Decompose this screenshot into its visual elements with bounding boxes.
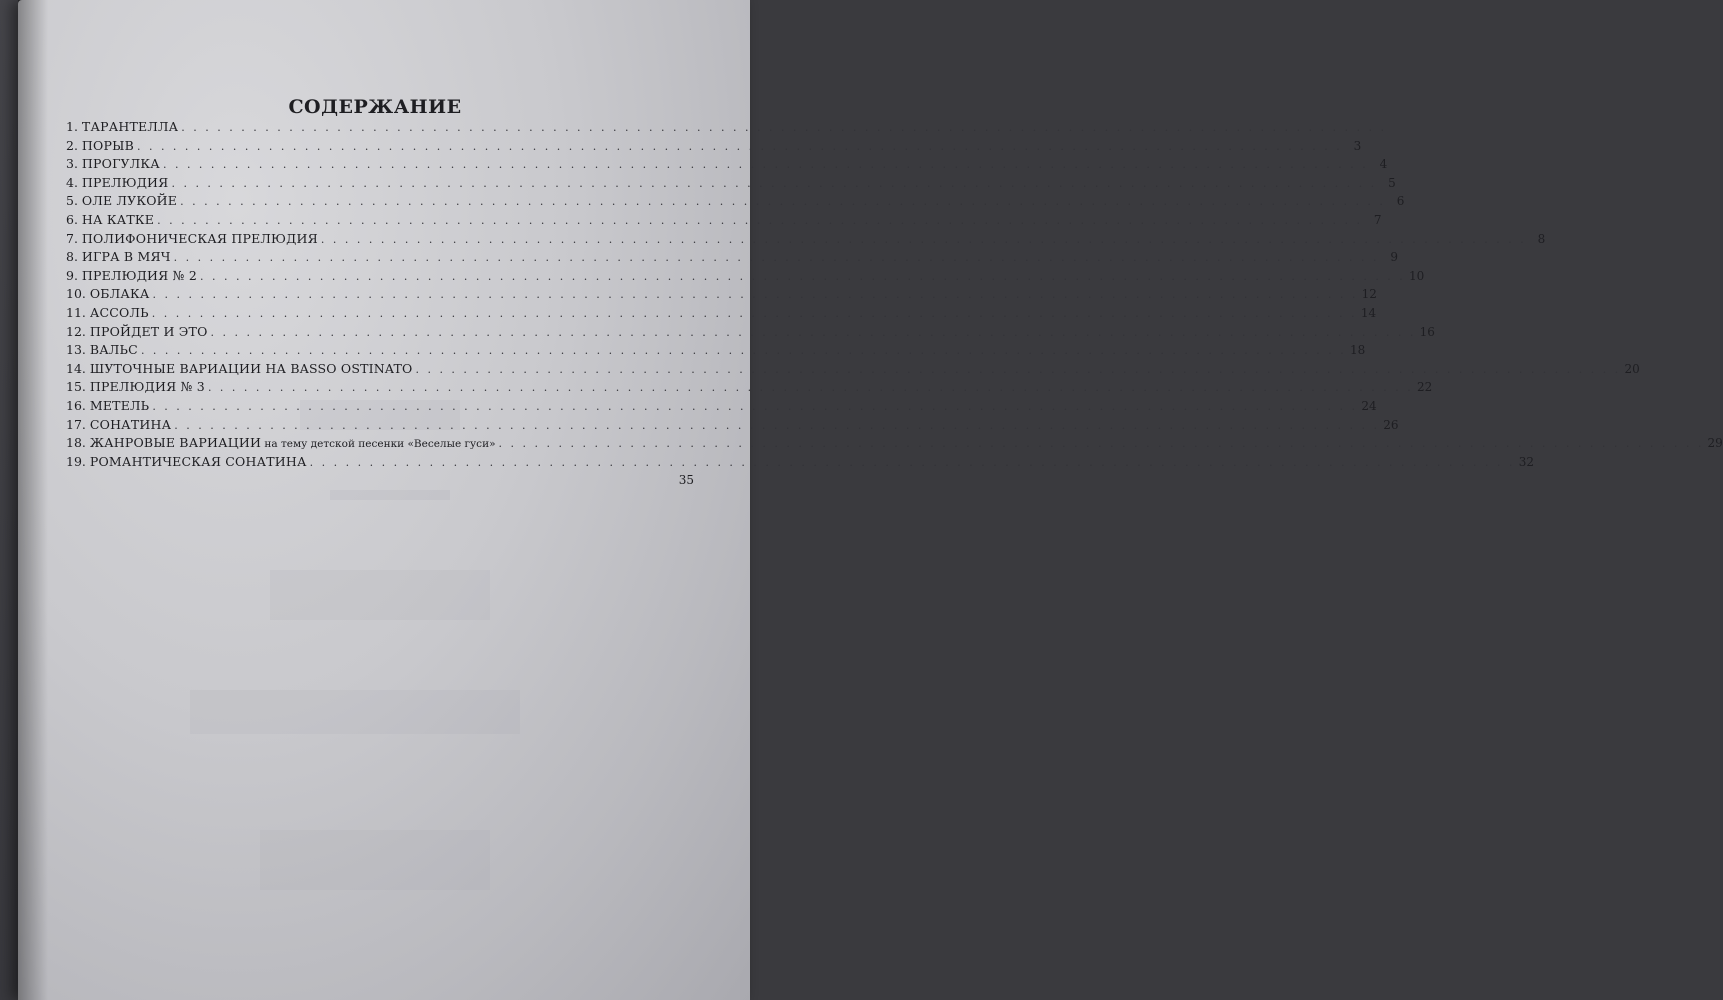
toc-entry-number: 18.: [66, 435, 90, 451]
toc-entry-title: [66, 323, 208, 342]
toc-entry-number: 13.: [66, 342, 90, 358]
toc-page-number: 35: [678, 473, 694, 488]
toc-entry-number: 10.: [66, 286, 90, 302]
toc-entry-number: 16.: [66, 397, 90, 413]
toc-entry: [66, 416, 1399, 435]
toc-entry-name: НА КАТКЕ: [81, 211, 155, 227]
toc-page-number: 20: [1624, 361, 1640, 376]
toc-entry: [66, 174, 1396, 193]
toc-entry-number: 4.: [66, 174, 82, 190]
toc-entry-number: 15.: [66, 379, 90, 395]
toc-entry: [66, 267, 1425, 286]
toc-leader-dots: . . . . . . . . . . . . . . . . . . . . . . . . . . . . . . . . . . . . . . . . . . . . . . . . . . . . . . . . . . . . . . . . . . . . . . . . . . . . . . . . . . . . . . . . . . . . . . . . . . . . .: [415, 362, 1621, 376]
toc-entry-title: [66, 248, 171, 267]
toc-entry-name: ВАЛЬС: [89, 342, 138, 358]
toc-entry-number: 6.: [66, 211, 82, 227]
toc-entry-name: РОМАНТИЧЕСКАЯ СОНАТИНА: [89, 453, 307, 469]
toc-entry-subtitle: на тему детской песенки «Веселые гуси»: [261, 438, 496, 451]
toc-entry: [66, 453, 1534, 472]
toc-page-number: 14: [1360, 305, 1377, 320]
toc-entry-number: 3.: [66, 156, 82, 172]
toc-page-number: 4: [1379, 157, 1388, 172]
toc-entry-name: ПРОГУЛКА: [81, 156, 160, 172]
table-of-contents: [66, 118, 1723, 490]
toc-entry-name: ОБЛАКА: [89, 286, 150, 302]
toc-entry: [66, 285, 1377, 304]
toc-leader-dots: . . . . . . . . . . . . . . . . . . . . . . . . . . . . . . . . . . . . . . . . . . . . . . . . . . . . . . . . . . . . . . . . . . . . . . . . . . . . . . . . . . . . . . . . . . . . . . . . . . . . .: [171, 176, 1377, 190]
toc-leader-dots: . . . . . . . . . . . . . . . . . . . . . . . . . . . . . . . . . . . . . . . . . . . . . . . . . . . . . . . . . . . . . . . . . . . . . . . . . . . . . . . . . . . . . . . . . . . . . . . . . . . . .: [152, 399, 1358, 413]
toc-entry-number: 17.: [66, 416, 90, 432]
toc-page-number: 8: [1537, 231, 1546, 246]
toc-entry-title: [66, 211, 154, 230]
toc-leader-dots: . . . . . . . . . . . . . . . . . . . . . . . . . . . . . . . . . . . . . . . . . . . . . . . . . . . . . . . . . . . . . . . . . . . . . . . . . . . . . . . . . . . . . . . . . . . . . . . . . . . . .: [498, 437, 1704, 451]
toc-entry: [66, 118, 1387, 137]
toc-entry-title: [66, 230, 318, 249]
toc-leader-dots: . . . . . . . . . . . . . . . . . . . . . . . . . . . . . . . . . . . . . . . . . . . . . . . . . . . . . . . . . . . . . . . . . . . . . . . . . . . . . . . . . . . . . . . . . . . . . . . . . . . . .: [162, 158, 1369, 172]
toc-entry-title: [66, 360, 412, 379]
toc-entry-title: [66, 416, 171, 435]
toc-page-number: 32: [1518, 454, 1534, 469]
toc-page-number: 6: [1396, 194, 1405, 209]
toc-page-number: 24: [1361, 398, 1377, 413]
toc-entry-title: [66, 304, 149, 323]
toc-entry-name: ШУТОЧНЫЕ ВАРИАЦИИ НА BASSO OSTINATO: [89, 360, 413, 376]
toc-entry-title: [66, 137, 134, 156]
toc-page-number: 18: [1349, 343, 1366, 358]
toc-page-number: 16: [1419, 324, 1435, 339]
toc-entry-title: [66, 434, 496, 454]
toc-entry-title: [66, 453, 307, 472]
toc-entry-name: ОЛЕ ЛУКОЙЕ: [81, 193, 178, 209]
toc-entry-title: [66, 192, 177, 211]
toc-leader-dots: . . . . . . . . . . . . . . . . . . . . . . . . . . . . . . . . . . . . . . . . . . . . . . . . . . . . . . . . . . . . . . . . . . . . . . . . . . . . . . . . . . . . . . . . . . . . . . . . . . . . .: [157, 213, 1363, 227]
toc-entry-name: ПРЕЛЮДИЯ: [81, 174, 169, 190]
toc-leader-dots: . . . . . . . . . . . . . . . . . . . . . . . . . . . . . . . . . . . . . . . . . . . . . . . . . . . . . . . . . . . . . . . . . . . . . . . . . . . . . . . . . . . . . . . . . . . . . . . . . . . . .: [199, 269, 1406, 283]
toc-entry: [66, 341, 1366, 360]
toc-leader-dots: . . . . . . . . . . . . . . . . . . . . . . . . . . . . . . . . . . . . . . . . . . . . . . . . . . . . . . . . . . . . . . . . . . . . . . . . . . . . . . . . . . . . . . . . . . . . . . . . . . . . .: [210, 325, 1416, 339]
toc-entry-title: [66, 285, 150, 304]
toc-entry-title: [66, 118, 178, 137]
bleed-through-block: [330, 490, 450, 500]
toc-entry-name: ПРЕЛЮДИЯ № 3: [89, 379, 205, 395]
toc-entry: [66, 155, 1388, 174]
toc-entry: [66, 397, 1377, 416]
toc-entry-name: АССОЛЬ: [89, 304, 149, 320]
toc-entry-number: 7.: [66, 230, 82, 246]
toc-leader-dots: . . . . . . . . . . . . . . . . . . . . . . . . . . . . . . . . . . . . . . . . . . . . . . . . . . . . . . . . . . . . . . . . . . . . . . . . . . . . . . . . . . . . . . . . . . . . . . . . . . . . .: [180, 195, 1386, 209]
toc-entry-name: ПОРЫВ: [81, 137, 134, 153]
toc-page-number: 5: [1388, 175, 1396, 190]
toc-leader-dots: . . . . . . . . . . . . . . . . . . . . . . . . . . . . . . . . . . . . . . . . . . . . . . . . . . . . . . . . . . . . . . . . . . . . . . . . . . . . . . . . . . . . . . . . . . . . . . . . . . . . .: [152, 288, 1358, 302]
toc-page-number: 26: [1383, 417, 1399, 432]
toc-entry-number: 8.: [66, 249, 82, 265]
toc-entry-name: МЕТЕЛЬ: [89, 397, 150, 413]
toc-entry-title: [66, 378, 205, 397]
toc-entry-title: [66, 174, 168, 193]
toc-entry-name: ЖАНРОВЫЕ ВАРИАЦИИ: [89, 435, 262, 451]
toc-leader-dots: . . . . . . . . . . . . . . . . . . . . . . . . . . . . . . . . . . . . . . . . . . . . . . . . . . . . . . . . . . . . . . . . . . . . . . . . . . . . . . . . . . . . . . . . . . . . . . . . . . . . .: [140, 344, 1347, 358]
toc-entry-name: СОНАТИНА: [89, 416, 172, 432]
toc-page-number: 3: [1353, 138, 1362, 153]
toc-entry-number: 9.: [66, 267, 82, 283]
toc-entry-number: 2.: [66, 137, 82, 153]
toc-leader-dots: . . . . . . . . . . . . . . . . . . . . . . . . . . . . . . . . . . . . . . . . . . . . . . . . . . . . . . . . . . . . . . . . . . . . . . . . . . . . . . . . . . . . . . . . . . . . . . . . . . . . .: [309, 455, 1515, 469]
toc-entry-number: 14.: [66, 360, 90, 376]
toc-leader-dots: . . . . . . . . . . . . . . . . . . . . . . . . . . . . . . . . . . . . . . . . . . . . . . . . . . . . . . . . . . . . . . . . . . . . . . . . . . . . . . . . . . . . . . . . . . . . . . . . . . . . .: [136, 139, 1343, 153]
toc-entry: [66, 360, 1640, 379]
toc-page-number: 29: [1707, 436, 1723, 451]
toc-entry: [66, 434, 1723, 453]
toc-entry: [66, 471, 694, 490]
page-title: СОДЕРЖАНИЕ: [288, 96, 462, 118]
toc-leader-dots: . . . . . . . . . . . . . . . . . . . . . . . . . . . . . . . . . . . . . . . . . . . . . . . . . . . . . . . . . . . . . . . . . . . . . . . . . . . . . . . . . . . . . . . . . . . . . . . . . . . . .: [151, 306, 1358, 320]
toc-entry: [66, 230, 1546, 249]
toc-entry-number: 5.: [66, 193, 82, 209]
toc-leader-dots: . . . . . . . . . . . . . . . . . . . . . . . . . . . . . . . . . . . . . . . . . . . . . . . . . . . . . . . . . . . . . . . . . . . . . . . . . . . . . . . . . . . . . . . . . . . . . . . . . . . . .: [207, 381, 1414, 395]
toc-page-number: 9: [1390, 250, 1398, 265]
toc-page-number: 10: [1409, 268, 1425, 283]
toc-entry: [66, 137, 1362, 156]
toc-entry: [66, 323, 1435, 342]
toc-leader-dots: . . . . . . . . . . . . . . . . . . . . . . . . . . . . . . . . . . . . . . . . . . . . . . . . . . . . . . . . . . . . . . . . . . . . . . . . . . . . . . . . . . . . . . . . . . . . . . . . . . . . .: [173, 251, 1379, 265]
toc-entry-title: [66, 267, 197, 286]
toc-entry-title: [66, 155, 160, 174]
bleed-through-block: [190, 690, 520, 734]
toc-entry: [66, 192, 1405, 211]
toc-entry-name: ПРЕЛЮДИЯ № 2: [81, 267, 197, 283]
toc-entry-number: 11.: [66, 304, 90, 320]
toc-entry-name: ПРОЙДЕТ И ЭТО: [89, 323, 208, 339]
toc-entry: [66, 211, 1382, 230]
toc-entry: [66, 304, 1377, 323]
toc-entry-name: ИГРА В МЯЧ: [81, 249, 171, 265]
toc-entry-number: 12.: [66, 323, 90, 339]
toc-page-number: 7: [1373, 212, 1382, 227]
toc-entry-title: [66, 397, 149, 416]
toc-entry: [66, 248, 1398, 267]
toc-entry-name: ПОЛИФОНИЧЕСКАЯ ПРЕЛЮДИЯ: [81, 230, 318, 246]
toc-entry: [66, 378, 1433, 397]
bleed-through-block: [270, 570, 490, 620]
toc-entry-name: ТАРАНТЕЛЛА: [81, 119, 179, 134]
toc-leader-dots: . . . . . . . . . . . . . . . . . . . . . . . . . . . . . . . . . . . . . . . . . . . . . . . . . . . . . . . . . . . . . . . . . . . . . . . . . . . . . . . . . . . . . . . . . . . . . . . . . . . . .: [320, 232, 1527, 246]
bleed-through-block: [260, 830, 490, 890]
toc-page-number: 12: [1361, 287, 1377, 302]
toc-leader-dots: . . . . . . . . . . . . . . . . . . . . . . . . . . . . . . . . . . . . . . . . . . . . . . . . . . . . . . . . . . . . . . . . . . . . . . . . . . . . . . . . . . . . . . . . . . . . . . . . . . . . .: [174, 418, 1380, 432]
toc-entry-number: 1.: [66, 119, 82, 134]
toc-entry-number: 19.: [66, 453, 90, 469]
toc-leader-dots: . . . . . . . . . . . . . . . . . . . . . . . . . . . . . . . . . . . . . . . . . . . . . . . . . . . . . . . . . . . . . . . . . . . . . . . . . . . . . . . . . . . . . . . . . . . . . . . . . . . . .: [181, 121, 1387, 134]
toc-page-number: 22: [1416, 380, 1433, 395]
toc-entry-title: [66, 341, 138, 360]
